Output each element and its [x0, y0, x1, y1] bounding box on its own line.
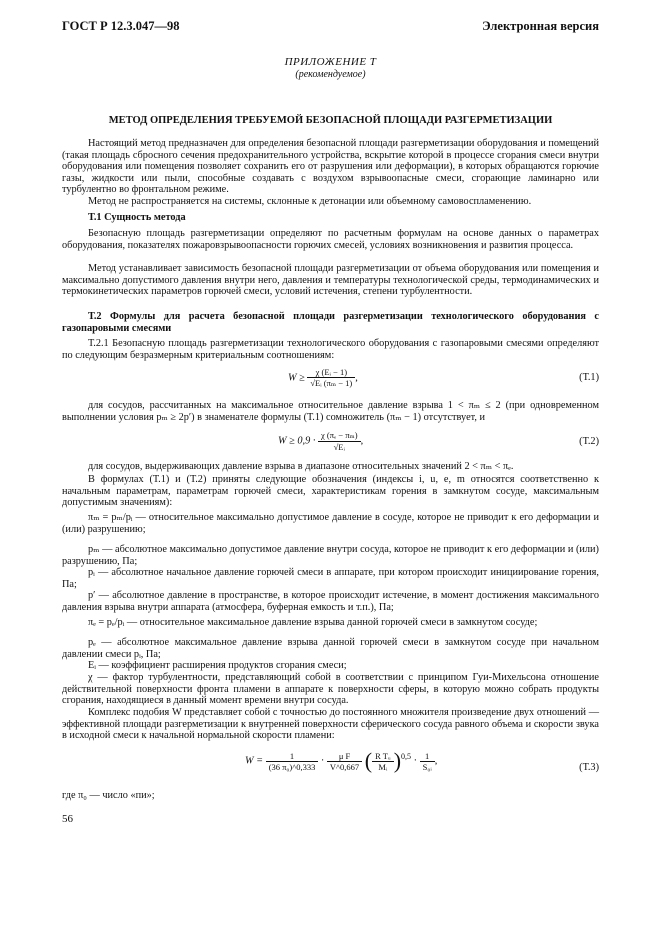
definition-p-prime: p′ — абсолютное давление в пространстве, в которое происходит истечение, в момент достижения максимального давления взрыва внутри аппарата (атмосфера, буферная емкость и т.п.), Па;	[62, 590, 599, 613]
formula-t3-fraction-1	[266, 751, 319, 772]
definition-p-i: pᵢ — абсолютное начальное давление горючей смеси в аппарате, при котором происходит инициирование горения, Па;	[62, 567, 599, 590]
t2-paragraph-3: Комплекс подобия W представляет собой с точностью до постоянного множителя произведение двух отношений — эффективной площади разгерметизации к внутренней поверхности сферического сосуда равного объема и скорости звука в исходной смеси к начальной нормальной скорости пламени:	[62, 707, 599, 742]
formula-t2-fraction	[318, 430, 361, 452]
formula-t3-f2-numerator: μ F	[327, 751, 362, 762]
edition-label: Электронная версия	[482, 19, 599, 33]
formula-t3: W = $\frac{1}{\text{(36 π₀)\textasciicircum{}0,333}}$ · $\frac{\text{μ F}}{V\^{}0,667}$ ( $\frac{\text{R Tᵤ}}{\text{Mᵢ}}$ )$^{0,5}$ · $\frac{1}{\text{S₀ᵢ}}$ ,	[245, 748, 438, 773]
t2-condition-2: для сосудов, выдерживающих давление взрыва в диапазоне относительных значений 2 < πₘ < πₑ.	[88, 461, 514, 472]
t1-paragraph-1: Безопасную площадь разгерметизации определяют по расчетным формулам на основе данных о параметрах оборудования, показателях пожаровзрывоопасности горючих смесей, условиях возникновения и развития процесса.	[62, 228, 599, 251]
formula-t1-lhs: W ≥	[288, 372, 305, 384]
definition-chi: χ — фактор турбулентности, представляющий собой в соответствии с принципом Гуи-Михельсона отношение действительной поверхности фронта пламени в аппарате к поверхности сферы, в которую можно собрать продукты сгорания, находящиеся в данный момент времени внутри сосуда.	[62, 672, 599, 707]
t2-heading: Т.2 Формулы для расчета безопасной площади разгерметизации технологического оборудования с газопаровыми смесями	[62, 311, 599, 334]
formula-t3-f2-denominator: V^0,667	[329, 761, 360, 772]
t2-paragraph-1: Т.2.1 Безопасную площадь разгерметизации технологического оборудования с газопаровыми смесями определяют по следующим безразмерным критериальным соотношениям:	[62, 338, 599, 361]
formula-t3-f3-numerator: R Tᵤ	[372, 751, 394, 762]
formula-t2-lhs: W ≥ 0,9 ·	[278, 435, 316, 447]
formula-t2-number: (Т.2)	[579, 436, 599, 447]
t2-paragraph-2: В формулах (Т.1) и (Т.2) приняты следующие обозначения (индексы i, u, e, m относятся соответственно к начальным параметрам, параметрам горючей смеси, характеристикам горения в замкнутом сосуде, максимальным допустимым значениям):	[62, 474, 599, 509]
definition-pi-e: πₑ = pₑ/pᵢ — относительное максимальное давление взрыва данной горючей смеси в замкнутом сосуде;	[88, 617, 538, 628]
formula-t3-number: (Т.3)	[579, 762, 599, 773]
formula-t3-f3-denominator: Mᵢ	[378, 761, 388, 772]
formula-t2-denominator: √Eᵢ	[333, 442, 345, 452]
formula-t3-lhs: W =	[245, 755, 264, 767]
formula-t2: W ≥ 0,9 · $\frac{\text{χ (πₑ − πₘ)}}{\text{√Eᵢ}}$ ,	[278, 430, 364, 452]
appendix-title: ПРИЛОЖЕНИЕ Т	[284, 56, 377, 68]
formula-t1-fraction	[307, 367, 355, 389]
formula-t1-denominator: √Eᵢ (πₘ − 1)	[310, 378, 353, 388]
t1-heading: Т.1 Сущность метода	[88, 212, 186, 223]
formula-t3-f1-numerator: 1	[266, 751, 319, 762]
standard-code: ГОСТ Р 12.3.047—98	[62, 19, 180, 33]
section-title: МЕТОД ОПРЕДЕЛЕНИЯ ТРЕБУЕМОЙ БЕЗОПАСНОЙ ПЛОЩАДИ РАЗГЕРМЕТИЗАЦИИ	[108, 115, 553, 126]
formula-t3-power: 0,5	[401, 751, 412, 761]
formula-t3-fraction-4	[420, 751, 435, 772]
t1-paragraph-2: Метод устанавливает зависимость безопасной площади разгерметизации от объема оборудования или помещения и максимально допустимого давления внутри него, давления и температуры технологической среды, термодинамических и термокинетических параметров горючей смеси, условий истечения, степени турбулентности.	[62, 263, 599, 298]
pi-definition: где π₀ — число «пи»;	[62, 790, 155, 801]
formula-t3-fraction-3	[372, 751, 394, 772]
formula-t1-numerator: χ (Eᵢ − 1)	[307, 367, 355, 378]
intro-paragraph: Настоящий метод предназначен для определения безопасной площади разгерметизации оборудования и помещений (такая площадь сбросного сечения предохранительного устройства, вскрытие которой в процессе сгорания смеси внутри оборудования или помещения позволяет сохранить его от разрушения или деформации), в которых обращаются горючие газы, жидкости или пыли, способные создавать с воздухом взрывоопасные смеси, сгорающие ламинарно или турбулентно во фронтальном режиме.	[62, 138, 599, 196]
formula-t1-number: (Т.1)	[579, 372, 599, 383]
formula-t3-f4-denominator: S₀ᵢ	[422, 761, 432, 772]
appendix-subtitle: (рекомендуемое)	[295, 69, 366, 80]
page-number: 56	[62, 813, 73, 825]
formula-t1: W ≥ $\frac{\text{χ (Eᵢ − 1)}}{\text{√Eᵢ (πₘ − 1)}}$ ,	[288, 367, 358, 388]
intro-note: Метод не распространяется на системы, склонные к детонации или объемному самовоспламенению.	[88, 196, 532, 207]
definition-p-m: pₘ — абсолютное максимально допустимое давление внутри сосуда, которое не приводит к его деформации и (или) разрушению, Па;	[62, 544, 599, 567]
formula-t2-numerator: χ (πₑ − πₘ)	[318, 430, 361, 442]
definition-p-e: pₑ — абсолютное максимальное давление взрыва данной горючей смеси в замкнутом сосуде при начальном давлении смеси pᵢ, Па;	[62, 637, 599, 660]
formula-t3-f4-numerator: 1	[420, 751, 435, 762]
definition-pi-m: πₘ = pₘ/pᵢ — относительное максимально допустимое давление в сосуде, которое не приводит к его деформации и (или) разрушению;	[62, 512, 599, 535]
t2-condition-1: для сосудов, рассчитанных на максимальное относительное давление взрыва 1 < πₘ ≤ 2 (при одновременном выполнении условия pₘ ≥ 2p′) в знаменателе формулы (Т.1) сомножитель (πₘ − 1) отсутствует, и	[62, 400, 599, 423]
formula-t3-f1-denominator: (36 π₀)^0,333	[268, 761, 316, 772]
definition-e-i: Eᵢ — коэффициент расширения продуктов сгорания смеси;	[88, 660, 347, 671]
formula-t3-fraction-2	[327, 751, 362, 772]
